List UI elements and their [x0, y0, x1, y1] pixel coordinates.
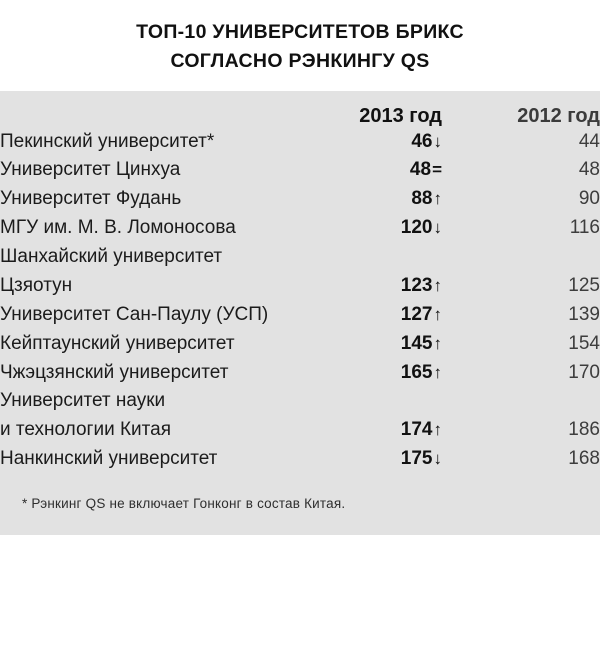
table-row: [0, 272, 600, 301]
table-row-wrapped-line: [0, 243, 600, 272]
rank-2013: [310, 301, 442, 330]
rank-2013-value: 145: [400, 332, 433, 354]
rank-2012: 44: [578, 130, 600, 152]
university-name: МГУ им. М. В. Ломоносова: [0, 217, 236, 239]
ranking-panel: [0, 91, 600, 536]
rank-2012: 170: [568, 361, 600, 383]
rank-2013: [310, 272, 442, 301]
rank-2013-value: 123: [400, 274, 433, 296]
rank-2013: [310, 156, 442, 185]
table-row: [0, 185, 600, 214]
rank-2013-value: 46: [411, 130, 433, 152]
university-name: Нанкинский университет: [0, 448, 218, 470]
rank-2013: [310, 214, 442, 243]
university-name: Университет Сан-Паулу (УСП): [0, 303, 269, 325]
trend-arrow-icon: ↓: [433, 131, 442, 151]
rank-2012: 90: [578, 188, 600, 210]
trend-arrow-icon: ↑: [433, 189, 442, 209]
university-name: Университет Цинхуа: [0, 159, 181, 181]
column-header-name: [0, 105, 310, 128]
rank-2012: 116: [569, 217, 600, 239]
table-body: [0, 128, 600, 475]
column-header-2013: 2013 год: [359, 104, 442, 127]
rank-2013-value: 48: [409, 159, 432, 181]
university-name: Кейптаунский университет: [0, 332, 235, 354]
table-row: [0, 301, 600, 330]
ranking-table: [0, 105, 600, 475]
rank-2012-empty: [442, 243, 600, 272]
trend-arrow-icon: ↑: [433, 304, 442, 324]
university-name: Чжэцзянский университет: [0, 361, 229, 383]
university-name: Университет науки: [0, 390, 166, 412]
rank-2013-value: 175: [400, 448, 433, 470]
column-header-2012: 2012 год: [517, 104, 600, 127]
trend-arrow-icon: ↓: [433, 218, 442, 238]
rank-2012: 125: [568, 274, 600, 296]
trend-arrow-icon: ↓: [433, 449, 442, 469]
rank-2012: 168: [568, 448, 600, 470]
rank-2012: 139: [568, 303, 600, 325]
rank-2013: [310, 185, 442, 214]
page-title: [0, 0, 600, 91]
table-row: [0, 330, 600, 359]
page-title-line-1: ТОП-10 УНИВЕРСИТЕТОВ БРИКС: [136, 21, 464, 43]
university-name: Университет Фудань: [0, 188, 182, 210]
table-header-row: [0, 105, 600, 128]
rank-2013: [310, 128, 442, 157]
university-name-line2: и технологии Китая: [0, 419, 171, 441]
table-row: [0, 359, 600, 388]
university-name-line2: Цзяотун: [0, 274, 73, 296]
trend-arrow-icon: ↑: [433, 420, 442, 440]
rank-2013-empty: [310, 243, 442, 272]
rank-2013: [310, 330, 442, 359]
table-row: [0, 214, 600, 243]
footnote: * Рэнкинг QS не включает Гонконг в состав Китая.: [22, 496, 346, 511]
table-row: [0, 416, 600, 445]
trend-arrow-icon: ↑: [433, 362, 442, 382]
table-row-wrapped-line: [0, 387, 600, 416]
rank-2012: 154: [568, 332, 600, 354]
rank-2012-empty: [442, 387, 600, 416]
trend-arrow-icon: ↑: [433, 275, 442, 295]
table-row: [0, 445, 600, 474]
rank-2013-empty: [310, 387, 442, 416]
rank-2013-value: 120: [400, 217, 433, 239]
rank-2012: 48: [578, 159, 600, 181]
rank-2013-value: 88: [411, 188, 433, 210]
rank-2013: [310, 416, 442, 445]
university-name: Пекинский университет*: [0, 130, 215, 152]
table-row: [0, 156, 600, 185]
rank-2013-value: 174: [400, 419, 433, 441]
rank-2013: [310, 445, 442, 474]
table-row: [0, 128, 600, 157]
university-name: Шанхайский университет: [0, 246, 223, 267]
table-header: [0, 105, 600, 128]
rank-2012: 186: [568, 419, 600, 441]
rank-2013: [310, 359, 442, 388]
rank-2013-value: 127: [400, 303, 433, 325]
page-title-line-2: СОГЛАСНО РЭНКИНГУ QS: [170, 50, 430, 73]
trend-arrow-icon: ↑: [433, 333, 442, 353]
trend-arrow-icon: =: [432, 160, 442, 180]
rank-2013-value: 165: [400, 361, 433, 383]
